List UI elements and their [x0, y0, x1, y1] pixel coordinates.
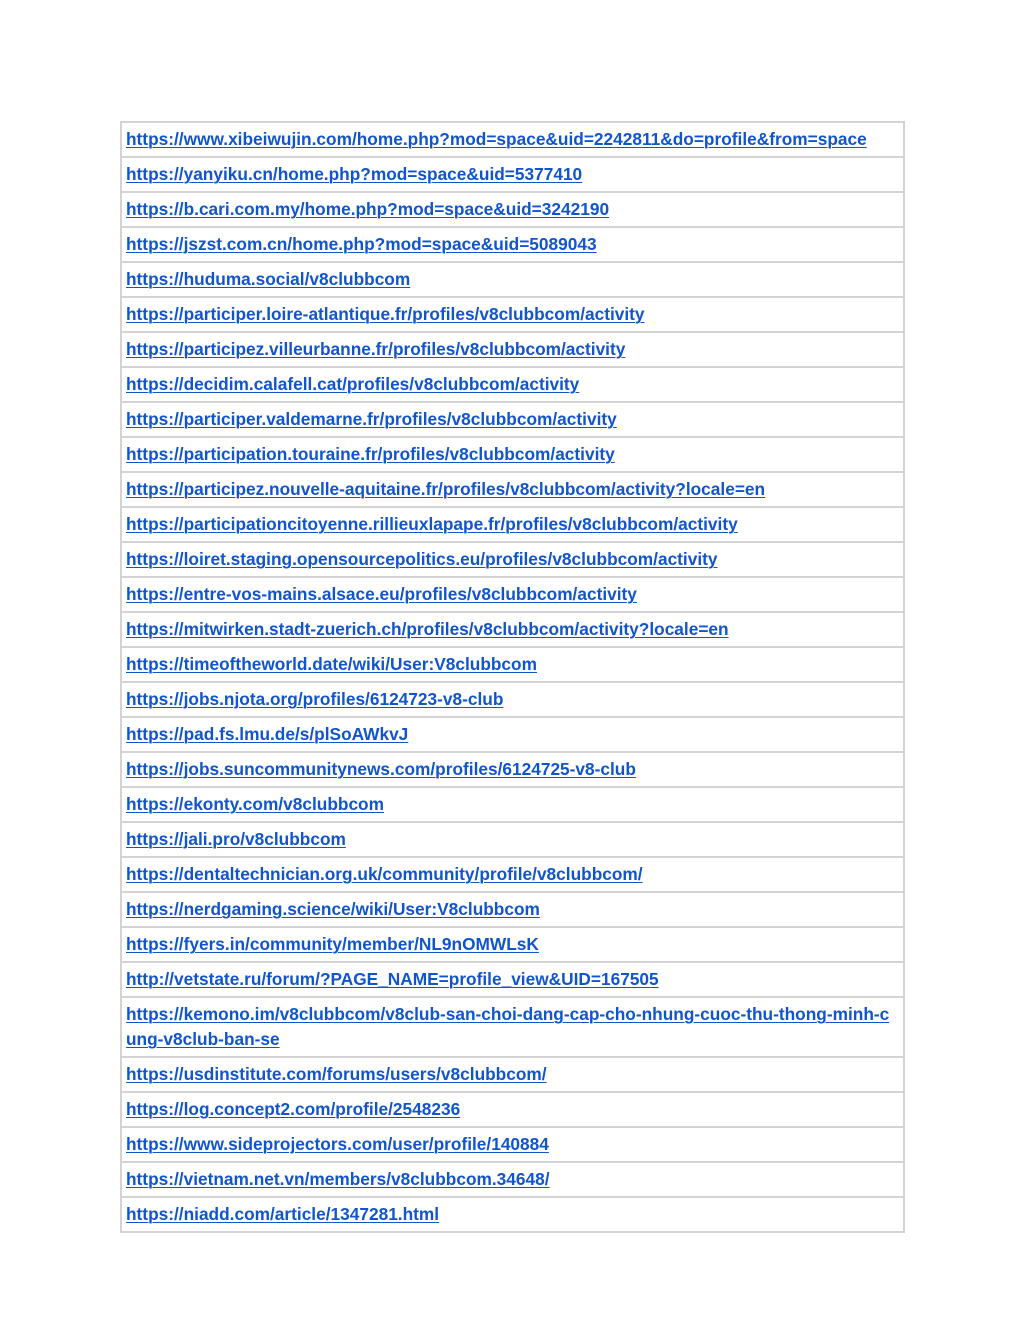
- table-row: [121, 647, 904, 682]
- table-row: [121, 1092, 904, 1127]
- link[interactable]: https://vietnam.net.vn/members/v8clubbcom.34648/: [126, 1169, 550, 1189]
- link[interactable]: https://yanyiku.cn/home.php?mod=space&uid=5377410: [126, 164, 583, 184]
- table-cell: [121, 332, 904, 367]
- table-row: [121, 367, 904, 402]
- table-row: [121, 1197, 904, 1232]
- link[interactable]: https://participationcitoyenne.rillieuxlapape.fr/profiles/v8clubbcom/activity: [126, 514, 738, 534]
- table-cell: [121, 822, 904, 857]
- link[interactable]: http://vetstate.ru/forum/?PAGE_NAME=profile_view&UID=167505: [126, 969, 659, 989]
- table-row: [121, 507, 904, 542]
- link[interactable]: https://dentaltechnician.org.uk/community/profile/v8clubbcom/: [126, 864, 643, 884]
- table-cell: [121, 717, 904, 752]
- table-cell: [121, 682, 904, 717]
- table-cell: [121, 367, 904, 402]
- table-row: [121, 227, 904, 262]
- table-cell: [121, 787, 904, 822]
- link[interactable]: https://fyers.in/community/member/NL9nOMWLsK: [126, 934, 539, 954]
- table-row: [121, 752, 904, 787]
- table-cell: [121, 577, 904, 612]
- link[interactable]: https://participez.villeurbanne.fr/profiles/v8clubbcom/activity: [126, 339, 626, 359]
- table-cell: [121, 542, 904, 577]
- link[interactable]: https://participez.nouvelle-aquitaine.fr/profiles/v8clubbcom/activity?locale=en: [126, 479, 766, 499]
- table-row: [121, 297, 904, 332]
- link[interactable]: https://jobs.njota.org/profiles/6124723-v8-club: [126, 689, 504, 709]
- table-cell: [121, 402, 904, 437]
- table-row: [121, 1057, 904, 1092]
- link[interactable]: https://www.xibeiwujin.com/home.php?mod=space&uid=2242811&do=profile&from=space: [126, 129, 867, 149]
- table-row: [121, 717, 904, 752]
- link[interactable]: https://nerdgaming.science/wiki/User:V8clubbcom: [126, 899, 540, 919]
- table-row: [121, 402, 904, 437]
- link[interactable]: https://www.sideprojectors.com/user/profile/140884: [126, 1134, 549, 1154]
- table-cell: [121, 472, 904, 507]
- table-row: [121, 122, 904, 157]
- table-cell: [121, 262, 904, 297]
- table-row: [121, 997, 904, 1057]
- table-row: [121, 962, 904, 997]
- link-table: [120, 121, 905, 1233]
- table-cell: [121, 157, 904, 192]
- table-cell: [121, 437, 904, 472]
- link[interactable]: https://jszst.com.cn/home.php?mod=space&uid=5089043: [126, 234, 597, 254]
- table-cell: [121, 997, 904, 1057]
- table-cell: [121, 1057, 904, 1092]
- table-cell: [121, 752, 904, 787]
- link[interactable]: https://entre-vos-mains.alsace.eu/profiles/v8clubbcom/activity: [126, 584, 637, 604]
- link[interactable]: https://jali.pro/v8clubbcom: [126, 829, 346, 849]
- table-cell: [121, 1197, 904, 1232]
- link[interactable]: https://participer.valdemarne.fr/profiles/v8clubbcom/activity: [126, 409, 617, 429]
- table-row: [121, 437, 904, 472]
- link[interactable]: https://huduma.social/v8clubbcom: [126, 269, 411, 289]
- link[interactable]: https://jobs.suncommunitynews.com/profiles/6124725-v8-club: [126, 759, 636, 779]
- table-row: [121, 1162, 904, 1197]
- link[interactable]: https://niadd.com/article/1347281.html: [126, 1204, 440, 1224]
- table-cell: [121, 647, 904, 682]
- table-row: [121, 682, 904, 717]
- table-row: [121, 1127, 904, 1162]
- table-cell: [121, 507, 904, 542]
- link[interactable]: https://pad.fs.lmu.de/s/plSoAWkvJ: [126, 724, 409, 744]
- table-row: [121, 857, 904, 892]
- link[interactable]: https://ekonty.com/v8clubbcom: [126, 794, 384, 814]
- table-row: [121, 157, 904, 192]
- table-cell: [121, 1162, 904, 1197]
- table-row: [121, 927, 904, 962]
- table-cell: [121, 612, 904, 647]
- table-cell: [121, 227, 904, 262]
- table-row: [121, 612, 904, 647]
- table-row: [121, 262, 904, 297]
- link[interactable]: https://loiret.staging.opensourcepolitics.eu/profiles/v8clubbcom/activity: [126, 549, 718, 569]
- link[interactable]: https://participation.touraine.fr/profiles/v8clubbcom/activity: [126, 444, 615, 464]
- table-cell: [121, 857, 904, 892]
- link[interactable]: https://kemono.im/v8clubbcom/v8club-san-choi-dang-cap-cho-nhung-cuoc-thu-thong-minh-cung-v8club-ban-se: [126, 1004, 890, 1049]
- table-row: [121, 787, 904, 822]
- table-cell: [121, 892, 904, 927]
- table-row: [121, 472, 904, 507]
- table-row: [121, 542, 904, 577]
- table-row: [121, 892, 904, 927]
- link[interactable]: https://decidim.calafell.cat/profiles/v8clubbcom/activity: [126, 374, 580, 394]
- table-row: [121, 822, 904, 857]
- link[interactable]: https://usdinstitute.com/forums/users/v8clubbcom/: [126, 1064, 547, 1084]
- table-cell: [121, 962, 904, 997]
- table-cell: [121, 192, 904, 227]
- table-row: [121, 577, 904, 612]
- link-table-body: [121, 122, 904, 1232]
- table-cell: [121, 122, 904, 157]
- link[interactable]: https://participer.loire-atlantique.fr/profiles/v8clubbcom/activity: [126, 304, 645, 324]
- link[interactable]: https://log.concept2.com/profile/2548236: [126, 1099, 461, 1119]
- link[interactable]: https://timeoftheworld.date/wiki/User:V8clubbcom: [126, 654, 537, 674]
- table-cell: [121, 927, 904, 962]
- link[interactable]: https://mitwirken.stadt-zuerich.ch/profiles/v8clubbcom/activity?locale=en: [126, 619, 729, 639]
- table-row: [121, 192, 904, 227]
- table-cell: [121, 1092, 904, 1127]
- link[interactable]: https://b.cari.com.my/home.php?mod=space&uid=3242190: [126, 199, 610, 219]
- table-row: [121, 332, 904, 367]
- table-cell: [121, 1127, 904, 1162]
- table-cell: [121, 297, 904, 332]
